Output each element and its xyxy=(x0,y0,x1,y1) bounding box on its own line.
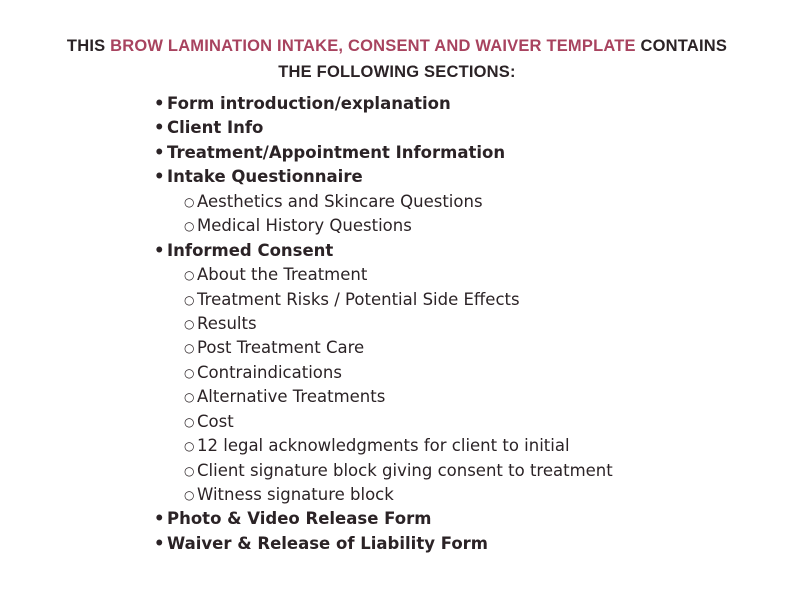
section-label: Form introduction/explanation xyxy=(167,94,451,113)
section-label: Contraindications xyxy=(197,362,342,382)
heading-suffix: CONTAINS xyxy=(635,37,728,55)
section-item xyxy=(154,165,613,189)
section-label: Aesthetics and Skincare Questions xyxy=(197,191,483,211)
hollow-bullet-icon: ○ xyxy=(184,194,195,209)
hollow-bullet-icon: ○ xyxy=(184,219,195,234)
section-label: Waiver & Release of Liability Form xyxy=(167,533,488,553)
subsection-item xyxy=(154,263,613,287)
bullet-icon: • xyxy=(154,94,165,113)
subsection-item xyxy=(154,385,613,409)
hollow-bullet-icon: ○ xyxy=(184,268,195,283)
section-label: Intake Questionnaire xyxy=(167,167,363,187)
subsection-item xyxy=(154,190,613,214)
section-label: Cost xyxy=(197,411,234,431)
subsection-item xyxy=(154,288,613,312)
section-label: Treatment/Appointment Information xyxy=(167,142,506,162)
section-list xyxy=(154,92,613,556)
page-heading xyxy=(0,33,794,85)
section-item xyxy=(154,116,613,140)
bullet-icon: • xyxy=(154,533,165,553)
section-label: Alternative Treatments xyxy=(197,387,386,407)
hollow-bullet-icon: ○ xyxy=(184,316,195,331)
hollow-bullet-icon: ○ xyxy=(184,390,195,405)
section-item xyxy=(154,507,613,531)
section-item xyxy=(154,239,613,263)
bullet-icon: • xyxy=(154,142,165,162)
section-label: Treatment Risks / Potential Side Effects xyxy=(197,289,520,309)
hollow-bullet-icon: ○ xyxy=(184,341,195,356)
subsection-item xyxy=(154,483,613,507)
section-label: Post Treatment Care xyxy=(197,338,365,358)
hollow-bullet-icon: ○ xyxy=(184,292,195,307)
hollow-bullet-icon: ○ xyxy=(184,463,195,478)
heading-highlight: BROW LAMINATION INTAKE, CONSENT AND WAIVER TEMPLATE xyxy=(110,37,636,55)
bullet-icon: • xyxy=(154,167,165,187)
heading-line-1 xyxy=(0,33,794,59)
subsection-item xyxy=(154,410,613,434)
section-label: 12 legal acknowledgments for client to initial xyxy=(197,436,570,456)
section-label: Client signature block giving consent to treatment xyxy=(197,460,613,480)
subsection-item xyxy=(154,312,613,336)
hollow-bullet-icon: ○ xyxy=(184,414,195,429)
subsection-item xyxy=(154,459,613,483)
section-item xyxy=(154,92,613,116)
heading-line-2: THE FOLLOWING SECTIONS: xyxy=(278,63,516,81)
heading-prefix: THIS xyxy=(66,37,111,55)
hollow-bullet-icon: ○ xyxy=(184,488,195,502)
section-label: Witness signature block xyxy=(197,485,394,504)
section-item xyxy=(154,532,613,556)
bullet-icon: • xyxy=(154,118,165,138)
subsection-item xyxy=(154,361,613,385)
hollow-bullet-icon: ○ xyxy=(184,365,195,380)
section-item xyxy=(154,141,613,165)
subsection-item xyxy=(154,336,613,360)
section-label: About the Treatment xyxy=(197,265,368,285)
bullet-icon: • xyxy=(154,509,165,529)
hollow-bullet-icon: ○ xyxy=(184,439,195,454)
subsection-item xyxy=(154,214,613,238)
subsection-item xyxy=(154,434,613,458)
section-label: Informed Consent xyxy=(167,240,334,260)
section-label: Medical History Questions xyxy=(197,216,412,236)
section-label: Photo & Video Release Form xyxy=(167,509,432,529)
bullet-icon: • xyxy=(154,240,165,260)
section-label: Client Info xyxy=(167,118,264,138)
section-label: Results xyxy=(197,313,257,333)
